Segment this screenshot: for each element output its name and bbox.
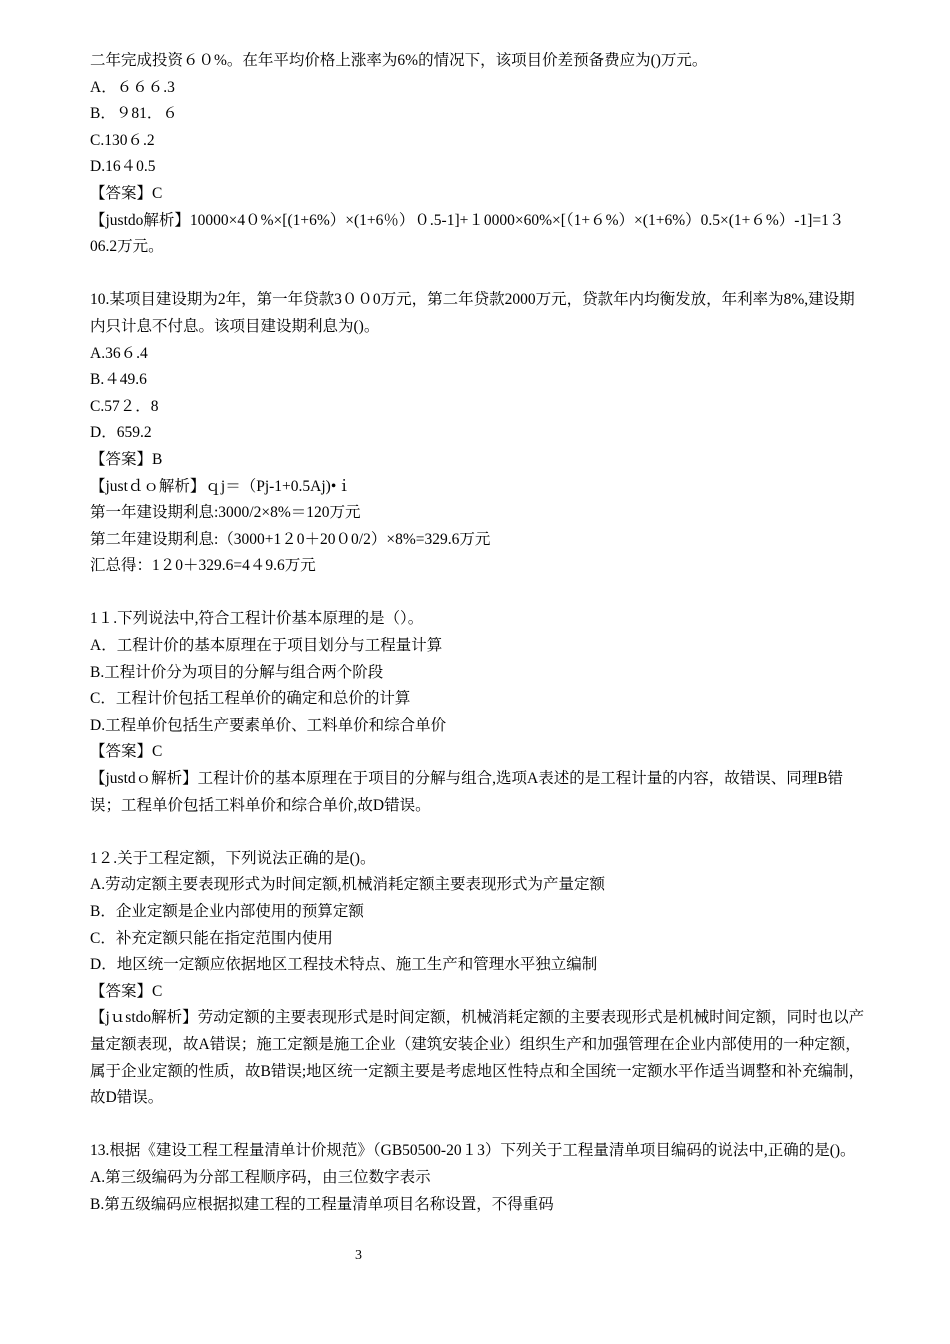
explanation: 【justdo解析】10000×4０%×[(1+6%）×(1+6％）０.5-1]+１0000×60%×[（1+６%）×(1+6%）0.5×(1+６%）-1]=1３06.2万元。 — [90, 211, 845, 256]
question-12-stem: 1２.关于工程定额，下列说法正确的是()。 — [90, 849, 376, 867]
explanation-line: 第二年建设期利息:（3000+1２0＋20０0/2）×8%=329.6万元 — [90, 530, 491, 548]
option-b: B．企业定额是企业内部使用的预算定额 — [90, 903, 364, 920]
spacer — [90, 1112, 870, 1139]
option-b: B.工程计价分为项目的分解与组合两个阶段 — [90, 663, 384, 681]
option-d: D.16４0.5 — [90, 158, 156, 176]
answer: 【答案】C — [90, 743, 163, 761]
option-d: D.工程单价包括生产要素单价、工料单价和综合单价 — [90, 716, 447, 734]
option-b: B.４49.6 — [90, 371, 147, 389]
explanation: 【justdｏ解析】工程计价的基本原理在于项目的分解与组合,选项A表述的是工程计量的内容，故错误、同理B错误；工程单价包括工料单价和综合单价,故D错误。 — [90, 770, 844, 814]
option-b: B．９81．６ — [90, 105, 178, 123]
option-a: A.第三级编码为分部工程顺序码，由三位数字表示 — [90, 1168, 431, 1186]
spacer — [90, 580, 870, 607]
spacer — [90, 261, 870, 288]
explanation: 【jｕstdo解析】劳动定额的主要表现形式是时间定额，机械消耗定额的主要表现形式是机械时间定额，同时也以产量定额表现，故A错误；施工定额是施工企业（建筑安装企业）组织生产和加强管理在企业内部使用的一种定额，属于企业定额的性质，故B错误;地区统一定额主要是考虑地区性特点和全国统一定额水平作适当调整和补充编制，故D错误。 — [90, 1009, 865, 1107]
question-9-text-end: 二年完成投资６０%。在年平均价格上涨率为6%的情况下，该项目价差预备费应为()万元。 — [90, 52, 708, 69]
option-c: C．补充定额只能在指定范围内使用 — [90, 929, 333, 947]
option-c: C．工程计价包括工程单价的确定和总价的计算 — [90, 690, 411, 708]
option-a: A．工程计价的基本原理在于项目划分与工程量计算 — [90, 637, 443, 655]
option-a: A．６６６.3 — [90, 78, 175, 96]
explanation-formula: 【justｄｏ解析】ｑj＝（Pj-1+0.5Aj)•ｉ — [90, 477, 352, 495]
option-a: A.36６.4 — [90, 344, 148, 362]
spacer — [90, 819, 870, 846]
page-number: 3 — [355, 1248, 362, 1263]
answer: 【答案】C — [90, 982, 163, 1000]
option-d: D．地区统一定额应依据地区工程技术特点、施工生产和管理水平独立编制 — [90, 956, 598, 974]
explanation-line: 汇总得：1２0＋329.6=4４9.6万元 — [90, 557, 316, 575]
option-b: B.第五级编码应根据拟建工程的工程量清单项目名称设置，不得重码 — [90, 1195, 554, 1213]
option-c: C.130６.2 — [90, 131, 155, 149]
question-10-stem: 10.某项目建设期为2年，第一年贷款3００0万元，第二年贷款2000万元，贷款年内均衡发放，年利率为8%,建设期内只计息不付息。该项目建设期利息为()。 — [90, 291, 855, 335]
question-11-stem: 1１.下列说法中,符合工程计价基本原理的是（）。 — [90, 610, 424, 628]
page-content — [90, 48, 870, 1218]
answer: 【答案】B — [90, 450, 163, 468]
explanation-line: 第一年建设期利息:3000/2×8%＝120万元 — [90, 504, 361, 522]
option-d: D．659.2 — [90, 424, 152, 442]
question-13-stem: 13.根据《建设工程工程量清单计价规范》（GB50500-20１3）下列关于工程量清单项目编码的说法中,正确的是()。 — [90, 1142, 856, 1160]
option-c: C.57２．8 — [90, 397, 159, 415]
option-a: A.劳动定额主要表现形式为时间定额,机械消耗定额主要表现形式为产量定额 — [90, 876, 605, 894]
answer: 【答案】C — [90, 184, 163, 202]
